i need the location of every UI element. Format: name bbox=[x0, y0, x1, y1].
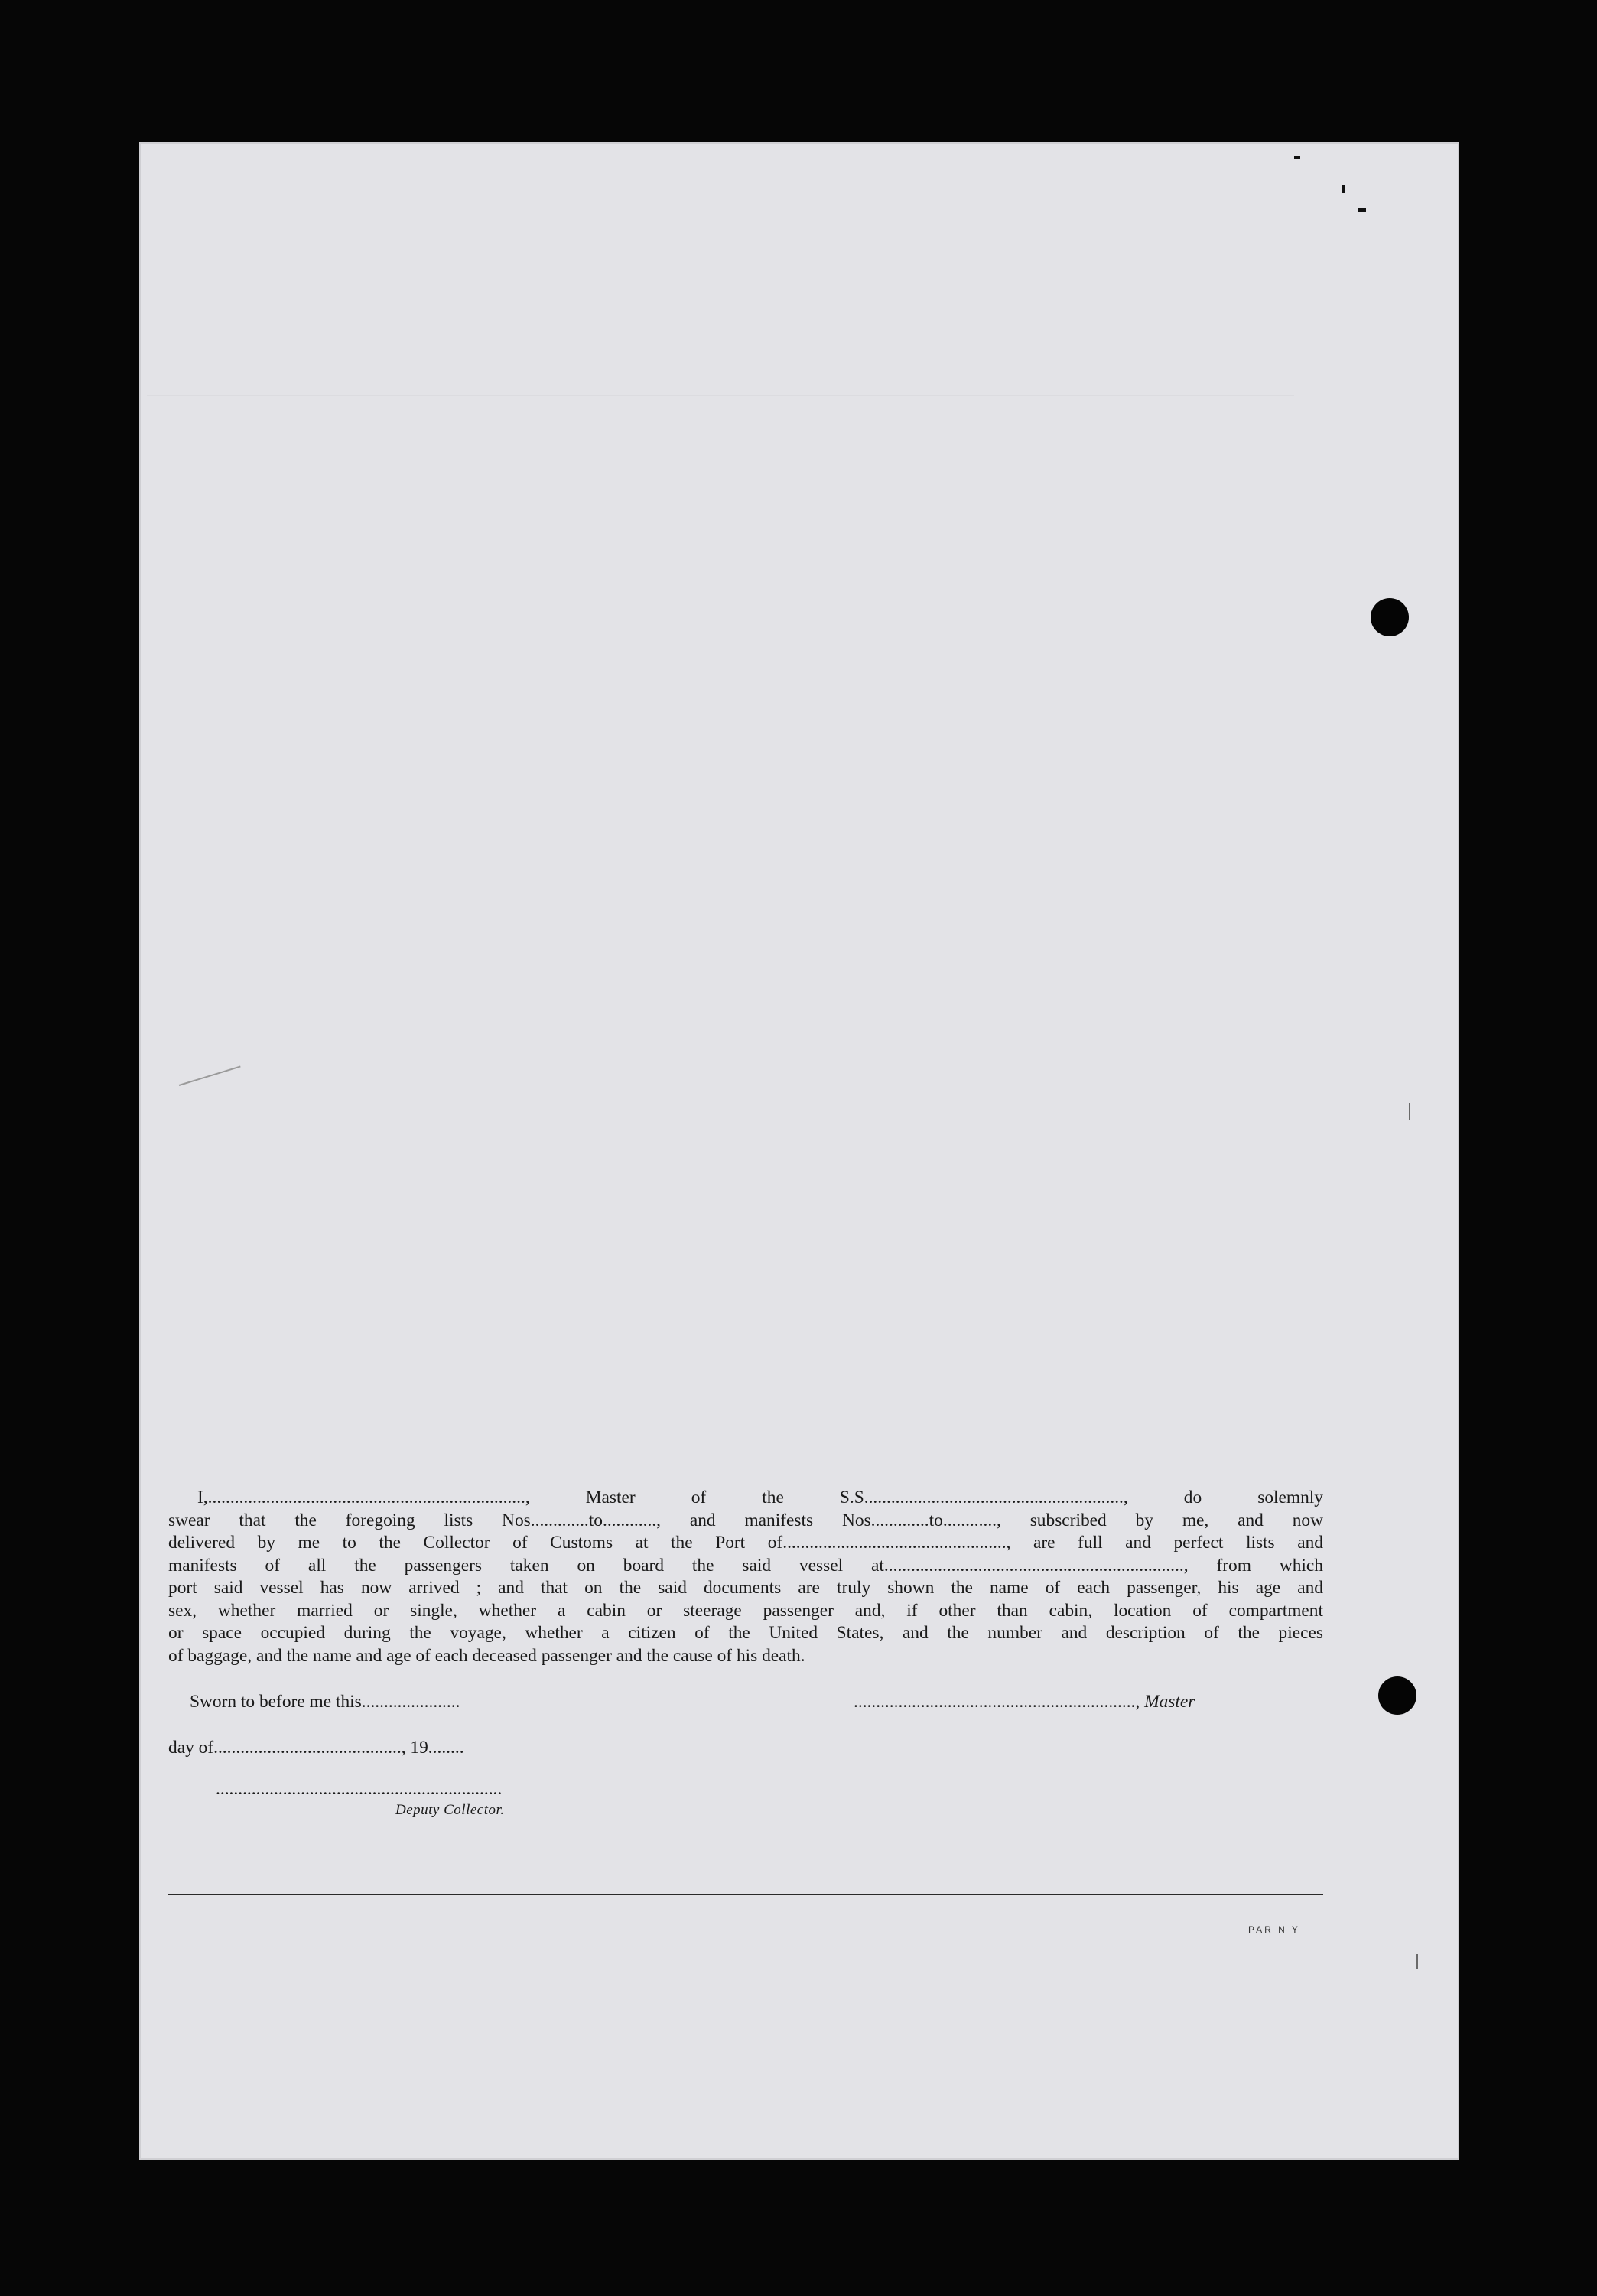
dust-speck bbox=[1342, 185, 1345, 193]
master-signature-dots: ..............................................................., bbox=[854, 1692, 1140, 1712]
dust-speck bbox=[1358, 208, 1366, 212]
sworn-text: Sworn to before me this...................... bbox=[190, 1692, 460, 1712]
master-signature-line bbox=[854, 1692, 1195, 1712]
deputy-signature-dots bbox=[216, 1779, 502, 1800]
dust-speck bbox=[1294, 156, 1300, 159]
oath-line-4: manifests of all the passengers taken on board the said vessel at..................................................................., from which bbox=[168, 1555, 1323, 1576]
deputy-collector-label: Deputy Collector. bbox=[395, 1802, 505, 1818]
day-of-text: day of.........................................., 19........ bbox=[168, 1738, 464, 1758]
form-sheet bbox=[139, 142, 1459, 2160]
edge-speck bbox=[1409, 1103, 1410, 1120]
oath-line-7: or space occupied during the voyage, whether a citizen of the United States, and the number and description of the pieces bbox=[168, 1623, 1323, 1643]
binder-hole-top bbox=[1371, 598, 1409, 636]
bleed-through-rule bbox=[147, 395, 1294, 396]
master-oath-text bbox=[168, 1487, 1323, 1667]
oath-line-6: sex, whether married or single, whether a cabin or steerage passenger and, if other than cabin, location of compartment bbox=[168, 1600, 1323, 1621]
printer-mark: PAR N Y bbox=[1248, 1924, 1300, 1935]
binder-hole-bottom bbox=[1378, 1676, 1416, 1715]
master-label: Master bbox=[1144, 1692, 1195, 1712]
oath-line-5: port said vessel has now arrived ; and that on the said documents are truly shown the name of each passenger, his age and bbox=[168, 1578, 1323, 1598]
oath-line-3: delivered by me to the Collector of Customs at the Port of.................................................., are full and perfect lists and bbox=[168, 1533, 1323, 1553]
oath-line-2: swear that the foregoing lists Nos.............to............, and manifests Nos.............to............, subscribed by me, and now bbox=[168, 1510, 1323, 1530]
deputy-dots: ................................................................ bbox=[216, 1779, 503, 1799]
bleed-through-header bbox=[239, 217, 250, 247]
bottom-rule bbox=[168, 1894, 1323, 1895]
scan-scratch bbox=[179, 1065, 241, 1085]
oath-line-8: of baggage, and the name and age of each deceased passenger and the cause of his death. bbox=[168, 1645, 805, 1666]
sworn-before-line bbox=[190, 1692, 460, 1712]
day-of-line bbox=[168, 1738, 464, 1758]
oath-line-1: I,......................................................................., Master of the S.S.........................................................., do solemnly bbox=[197, 1488, 1323, 1507]
edge-speck bbox=[1416, 1954, 1418, 1969]
